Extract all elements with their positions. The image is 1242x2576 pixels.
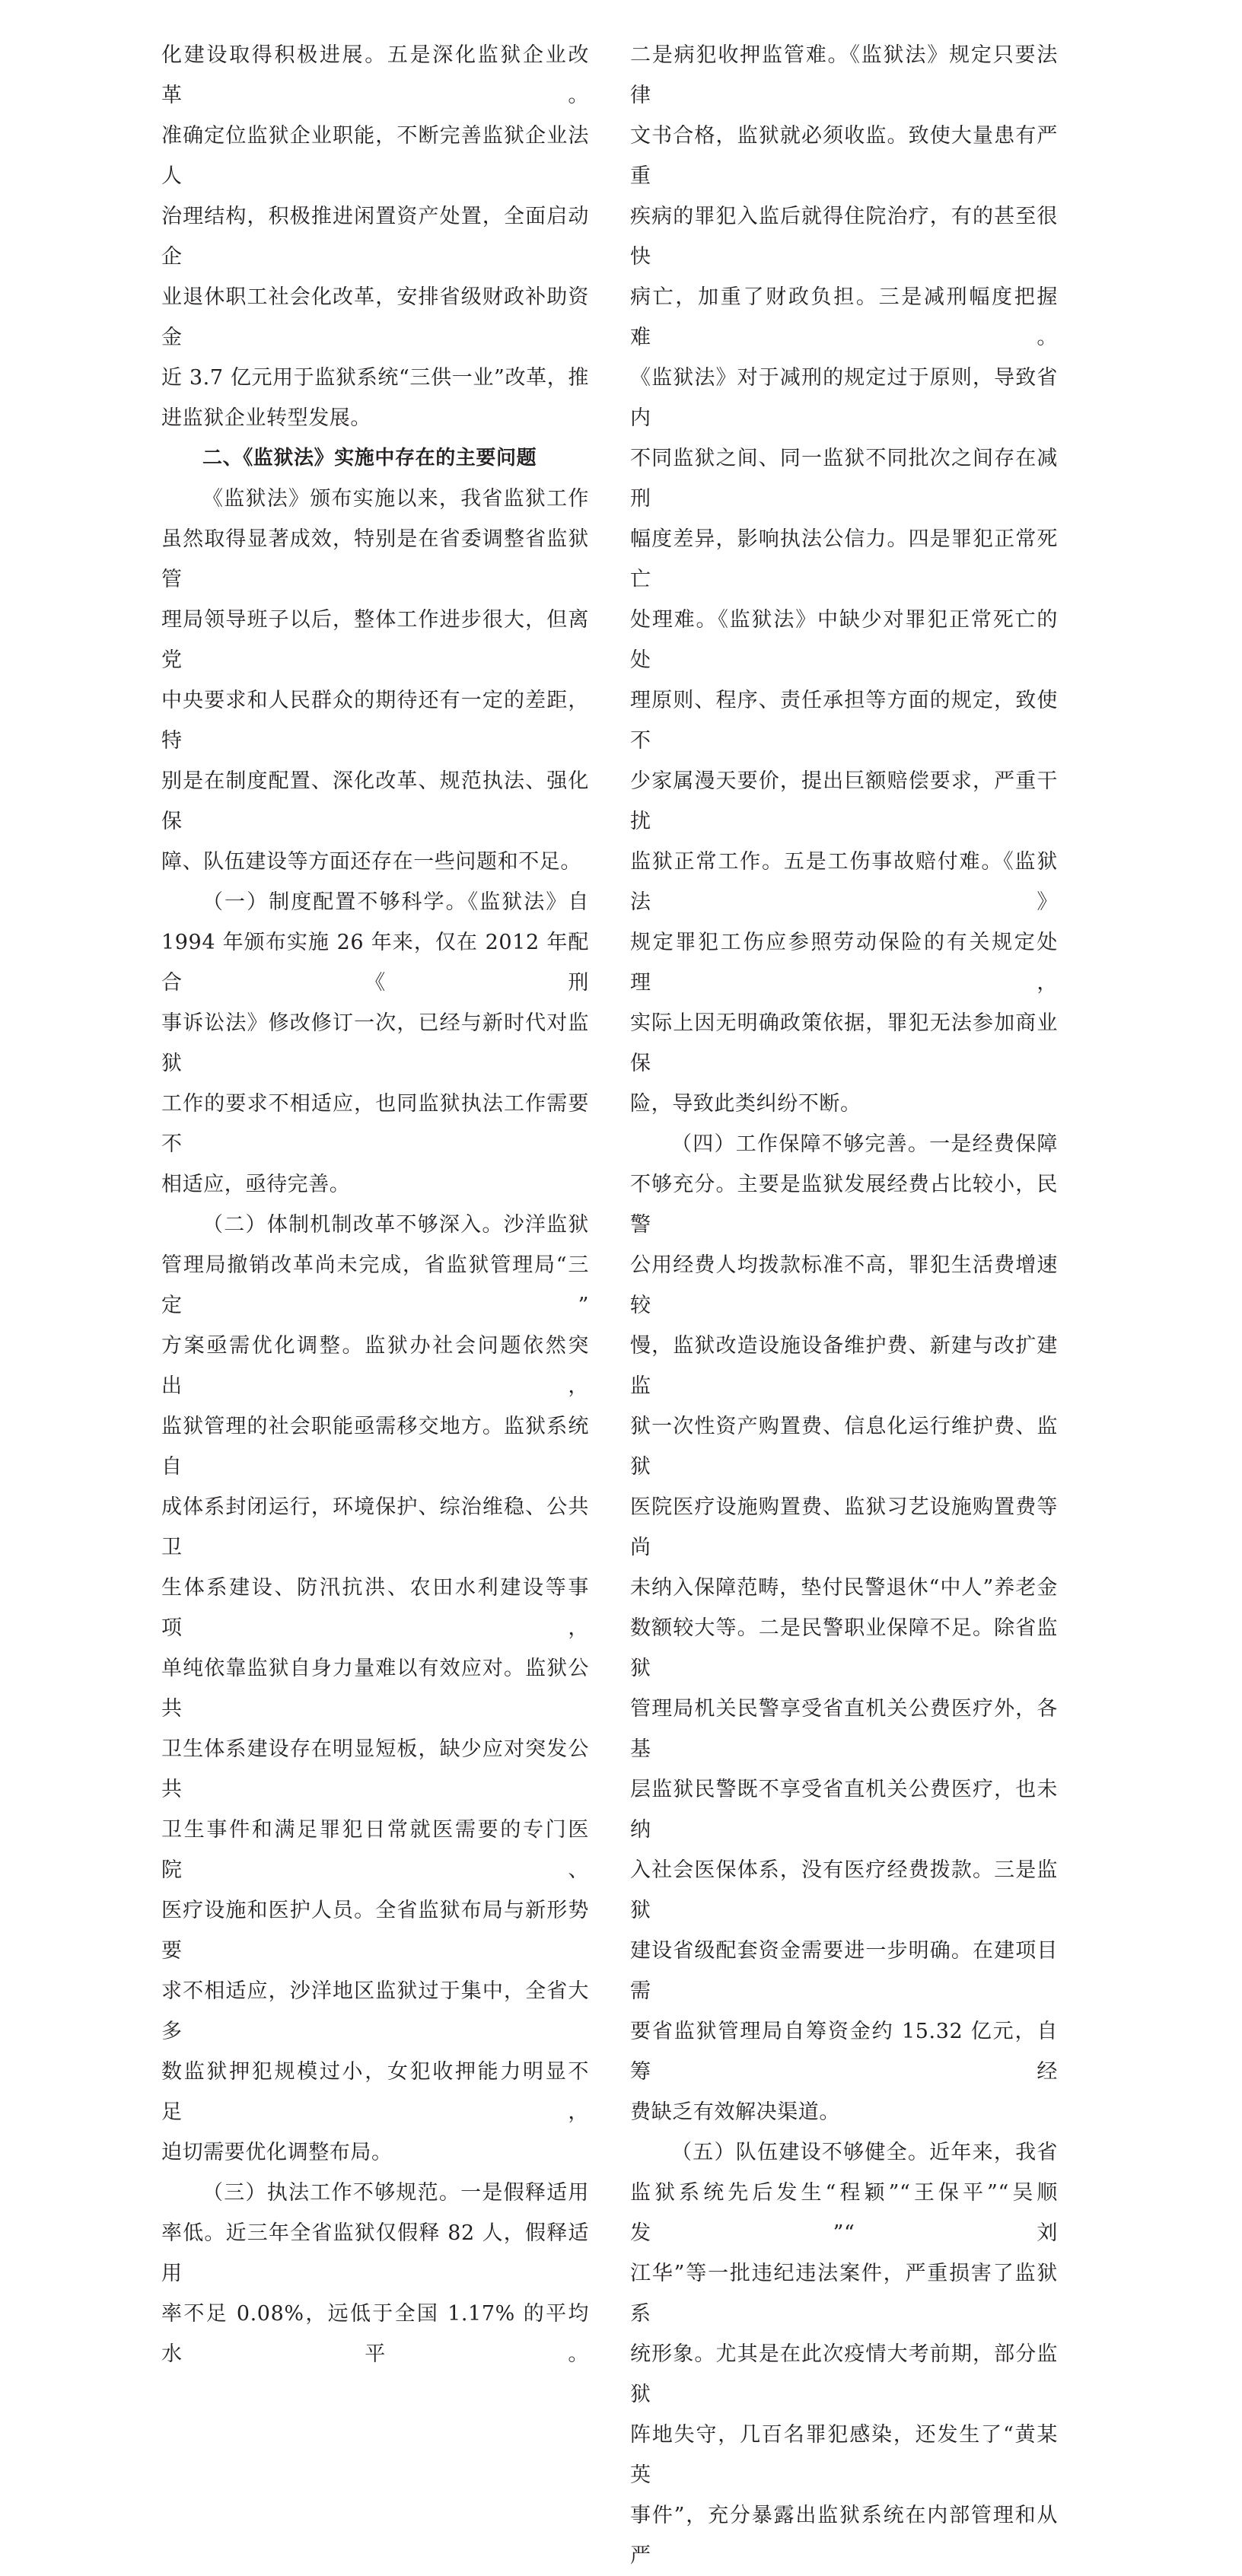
text-line: 别是在制度配置、深化改革、规范执法、强化保: [161, 769, 589, 833]
text-line: 医院医疗设施购置费、监狱习艺设施购置费等尚: [630, 1495, 1058, 1559]
text-line: 文书合格，监狱就必须收监。致使大量患有严重: [630, 124, 1058, 188]
text-line: 江华”等一批违纪违法案件，严重损害了监狱系: [630, 2262, 1058, 2326]
text-line: 慢，监狱改造设施设备维护费、新建与改扩建监: [630, 1334, 1058, 1398]
text-line: 管理局机关民警享受省直机关公费医疗外，各基: [630, 1697, 1058, 1761]
right-paragraph-2: [630, 1124, 1058, 2132]
text-line: 险，导致此类纠纷不断。: [630, 1092, 861, 1116]
right-column: [630, 35, 1058, 2576]
text-line: 求不相适应，沙洋地区监狱过于集中，全省大多: [161, 1979, 589, 2043]
text-line: 医疗设施和医护人员。全省监狱布局与新形势要: [161, 1899, 589, 1963]
text-line: 监狱管理的社会职能亟需移交地方。监狱系统自: [161, 1415, 589, 1479]
text-line: 二是病犯收押监管难。《监狱法》规定只要法律: [630, 43, 1058, 107]
text-line: 少家属漫天要价，提出巨额赔偿要求，严重干扰: [630, 769, 1058, 833]
text-line: 障、队伍建设等方面还存在一些问题和不足。: [161, 850, 581, 874]
left-paragraph-1: [161, 35, 589, 438]
text-line: 管理局撤销改革尚未完成，省监狱管理局“三定”: [161, 1253, 589, 1317]
text-line: 治理结构，积极推进闲置资产处置，全面启动企: [161, 205, 589, 269]
text-line: 进监狱企业转型发展。: [161, 406, 371, 430]
text-line: 费缺乏有效解决渠道。: [630, 2100, 840, 2124]
text-line: 相适应，亟待完善。: [161, 1173, 351, 1196]
text-line: 1994 年颁布实施 26 年来，仅在 2012 年配合《刑: [161, 931, 589, 995]
text-line: 幅度差异，影响执法公信力。四是罪犯正常死亡: [630, 527, 1058, 591]
left-paragraph-4: [161, 1205, 589, 2173]
text-line: 未纳入保障范畴，垫付民警退休“中人”养老金: [630, 1576, 1058, 1600]
right-paragraph-3: [630, 2132, 1058, 2576]
text-line: 数监狱押犯规模过小，女犯收押能力明显不足，: [161, 2060, 589, 2124]
text-line: 工作的要求不相适应，也同监狱执法工作需要不: [161, 1092, 589, 1156]
text-line: 近 3.7 亿元用于监狱系统“三供一业”改革，推: [161, 366, 589, 390]
text-line: 处理难。《监狱法》中缺少对罪犯正常死亡的处: [630, 608, 1058, 672]
text-line: 理原则、程序、责任承担等方面的规定，致使不: [630, 689, 1058, 753]
text-line: 要省监狱管理局自筹资金约 15.32 亿元，自筹经: [630, 2020, 1058, 2084]
text-line: （二）体制机制改革不够深入。沙洋监狱: [202, 1213, 589, 1237]
text-line: 阵地失守，几百名罪犯感染，还发生了“黄某英: [630, 2423, 1058, 2487]
text-line: 监狱正常工作。五是工伤事故赔付难。《监狱法》: [630, 850, 1058, 914]
text-line: 建设省级配套资金需要进一步明确。在建项目需: [630, 1939, 1058, 2003]
text-line: （五）队伍建设不够健全。近年来，我省: [671, 2141, 1058, 2164]
text-line: 层监狱民警既不享受省直机关公费医疗，也未纳: [630, 1778, 1058, 1842]
text-line: 单纯依靠监狱自身力量难以有效应对。监狱公共: [161, 1657, 589, 1721]
text-line: 狱一次性资产购置费、信息化运行维护费、监狱: [630, 1415, 1058, 1479]
text-line: 率低。近三年全省监狱仅假释 82 人，假释适用: [161, 2221, 589, 2285]
text-line: 化建设取得积极进展。五是深化监狱企业改革。: [161, 43, 589, 107]
text-line: 卫生体系建设存在明显短板，缺少应对突发公共: [161, 1737, 589, 1801]
text-line: （三）执法工作不够规范。一是假释适用: [202, 2181, 589, 2205]
left-column: [161, 35, 589, 2374]
text-line: 中央要求和人民群众的期待还有一定的差距，特: [161, 689, 589, 753]
section-heading: 二、《监狱法》实施中存在的主要问题: [202, 447, 537, 470]
text-line: 《监狱法》颁布实施以来，我省监狱工作: [202, 487, 589, 511]
text-line: （四）工作保障不够完善。一是经费保障: [671, 1132, 1058, 1156]
text-line: 疾病的罪犯入监后就得住院治疗，有的甚至很快: [630, 205, 1058, 269]
text-line: 生体系建设、防汛抗洪、农田水利建设等事项，: [161, 1576, 589, 1640]
text-line: 数额较大等。二是民警职业保障不足。除省监狱: [630, 1616, 1058, 1680]
text-line: 虽然取得显著成效，特别是在省委调整省监狱管: [161, 527, 589, 591]
text-line: 成体系封闭运行，环境保护、综治维稳、公共卫: [161, 1495, 589, 1559]
text-line: 监狱系统先后发生“程颖”“王保平”“吴顺发”“刘: [630, 2181, 1058, 2245]
text-line: 事件”，充分暴露出监狱系统在内部管理和从严: [630, 2504, 1058, 2568]
text-line: 理局领导班子以后，整体工作进步很大，但离党: [161, 608, 589, 672]
text-line: 不够充分。主要是监狱发展经费占比较小，民警: [630, 1173, 1058, 1237]
text-line: 事诉讼法》修改修订一次，已经与新时代对监狱: [161, 1011, 589, 1075]
left-paragraph-3: [161, 882, 589, 1205]
text-line: 率不足 0.08%，远低于全国 1.17% 的平均水平。: [161, 2302, 589, 2366]
text-line: 病亡，加重了财政负担。三是减刑幅度把握难。: [630, 285, 1058, 349]
text-line: 入社会医保体系，没有医疗经费拨款。三是监狱: [630, 1858, 1058, 1922]
text-line: 不同监狱之间、同一监狱不同批次之间存在减刑: [630, 447, 1058, 511]
text-line: 卫生事件和满足罪犯日常就医需要的专门医院、: [161, 1818, 589, 1882]
text-line: 公用经费人均拨款标准不高，罪犯生活费增速较: [630, 1253, 1058, 1317]
text-line: 《监狱法》对于减刑的规定过于原则，导致省内: [630, 366, 1058, 430]
left-paragraph-2: [161, 479, 589, 882]
text-line: 迫切需要优化调整布局。: [161, 2141, 393, 2164]
text-line: 准确定位监狱企业职能，不断完善监狱企业法人: [161, 124, 589, 188]
text-line: 业退休职工社会化改革，安排省级财政补助资金: [161, 285, 589, 349]
left-paragraph-5: [161, 2173, 589, 2374]
text-line: 规定罪犯工伤应参照劳动保险的有关规定处理，: [630, 931, 1058, 995]
text-line: （一）制度配置不够科学。《监狱法》自: [202, 890, 589, 914]
right-paragraph-1: [630, 35, 1058, 1124]
text-line: 统形象。尤其是在此次疫情大考前期，部分监狱: [630, 2342, 1058, 2406]
text-line: 方案亟需优化调整。监狱办社会问题依然突出，: [161, 1334, 589, 1398]
text-line: 实际上因无明确政策依据，罪犯无法参加商业保: [630, 1011, 1058, 1075]
